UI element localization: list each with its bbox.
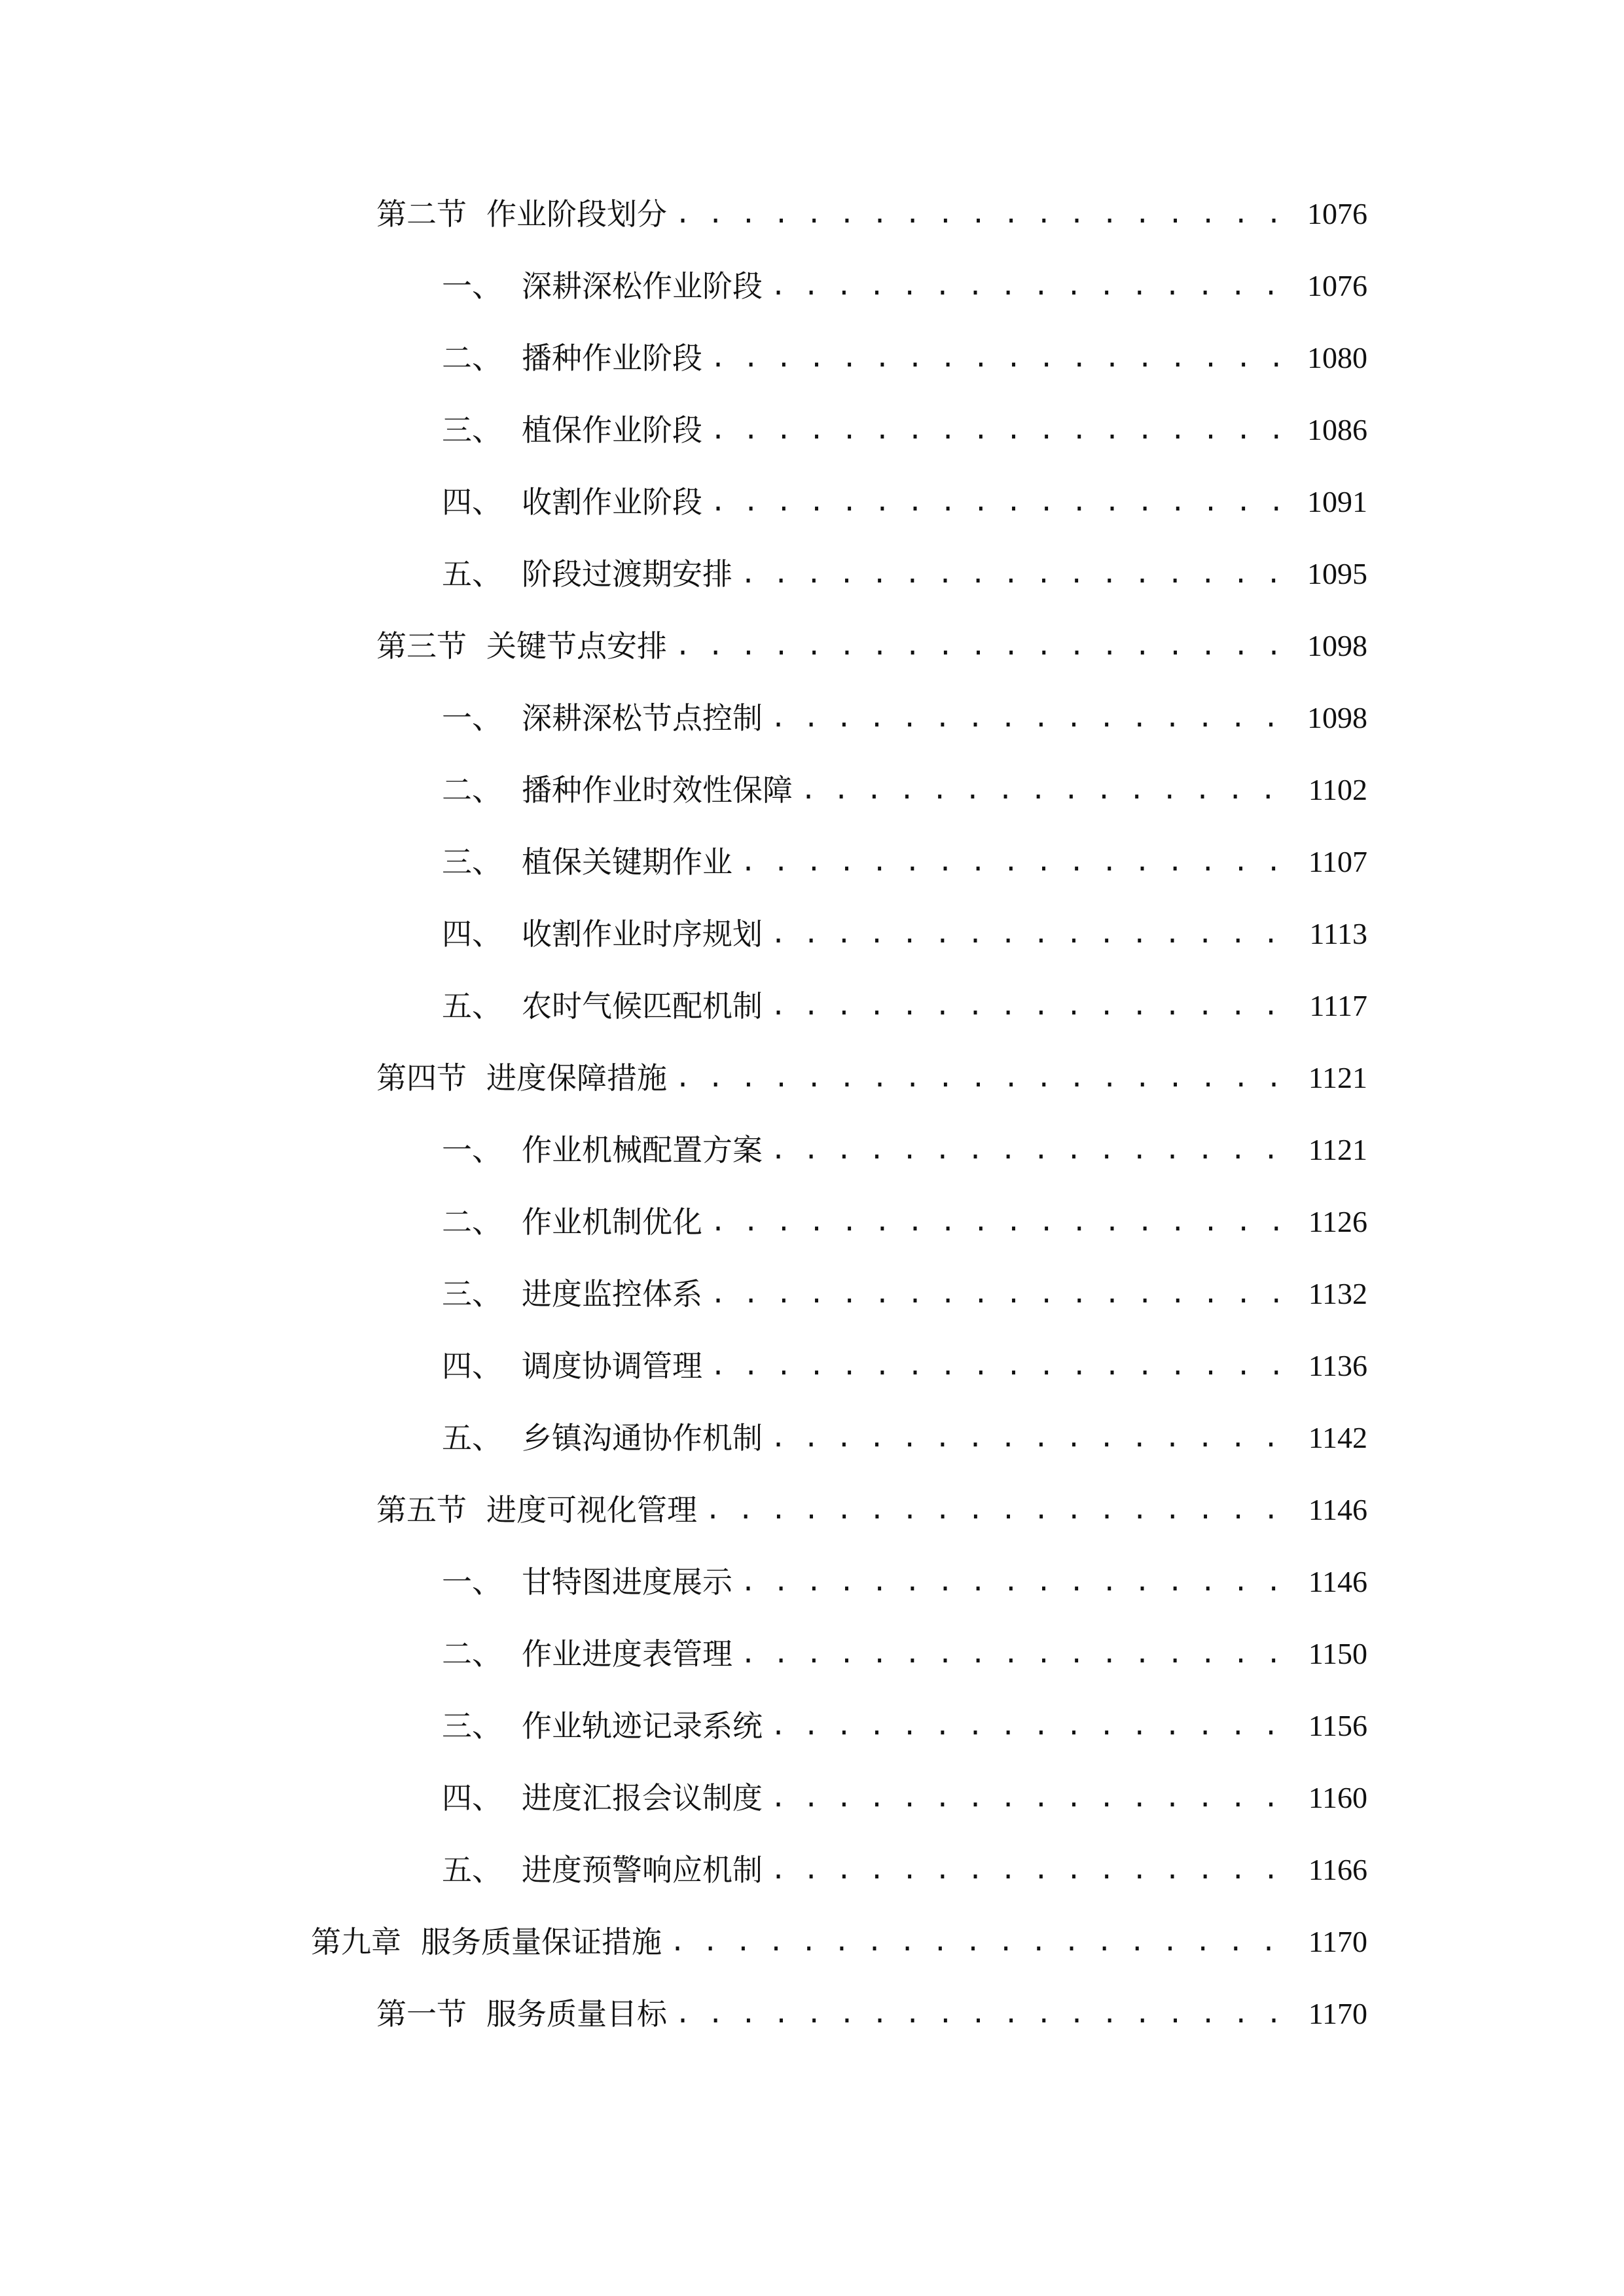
toc-entry-number: 二、	[442, 1636, 502, 1672]
toc-entry-number: 三、	[442, 1708, 502, 1744]
toc-entry-number: 三、	[442, 1276, 502, 1312]
toc-entry-title: 服务质量保证措施	[421, 1924, 662, 1960]
toc-entry-number: 一、	[442, 268, 502, 304]
toc-entry-item[interactable]	[442, 1703, 1367, 1749]
toc-entry-page: 1146	[1308, 1565, 1367, 1598]
toc-entry-item[interactable]	[442, 263, 1367, 309]
toc-entry-page: 1098	[1307, 701, 1367, 734]
dot-leader	[770, 1847, 1290, 1893]
toc-entry-item[interactable]	[442, 1847, 1367, 1893]
toc-entry-page: 1102	[1308, 773, 1367, 806]
toc-entry-page: 1160	[1308, 1781, 1367, 1814]
toc-entry-item[interactable]	[442, 551, 1367, 597]
toc-entry-title: 作业机制优化	[522, 1204, 702, 1240]
toc-entry-title: 深耕深松作业阶段	[522, 268, 763, 304]
dot-leader	[770, 983, 1290, 1029]
toc-entry-number: 五、	[442, 988, 502, 1024]
toc-entry-number: 第二节	[376, 196, 467, 232]
toc-entry-page: 1121	[1308, 1133, 1367, 1166]
toc-entry-number: 二、	[442, 1204, 502, 1240]
toc-entry-page: 1166	[1308, 1853, 1367, 1886]
toc-entry-item[interactable]	[442, 1631, 1367, 1677]
dot-leader	[740, 839, 1290, 885]
toc-entry-page: 1146	[1308, 1493, 1367, 1526]
toc-entry-number: 四、	[442, 1780, 502, 1816]
toc-entry-title: 作业机械配置方案	[522, 1132, 763, 1168]
dot-leader	[770, 263, 1290, 309]
toc-entry-title: 深耕深松节点控制	[522, 700, 763, 736]
dot-leader	[675, 623, 1290, 669]
dot-leader	[675, 1991, 1290, 2037]
toc-entry-page: 1095	[1307, 557, 1367, 590]
toc-entry-title: 进度监控体系	[522, 1276, 702, 1312]
toc-entry-title: 调度协调管理	[522, 1348, 702, 1384]
toc-entry-number: 三、	[442, 844, 502, 880]
toc-entry-title: 乡镇沟通协作机制	[522, 1420, 763, 1456]
toc-entry-item[interactable]	[442, 335, 1367, 381]
toc-entry-page: 1098	[1307, 629, 1367, 662]
toc-entry-title: 播种作业时效性保障	[522, 772, 793, 808]
toc-entry-title: 作业轨迹记录系统	[522, 1708, 763, 1744]
toc-entry-title: 甘特图进度展示	[522, 1564, 732, 1600]
toc-entry-title: 播种作业阶段	[522, 340, 702, 376]
toc-entry-page: 1132	[1308, 1277, 1367, 1310]
dot-leader	[740, 551, 1290, 597]
toc-entry-section[interactable]	[376, 623, 1367, 669]
toc-entry-number: 四、	[442, 484, 502, 520]
toc-entry-title: 农时气候匹配机制	[522, 988, 763, 1024]
toc-entry-title: 作业阶段划分	[486, 196, 667, 232]
toc-entry-page: 1142	[1308, 1421, 1367, 1454]
toc-entry-page: 1107	[1308, 845, 1367, 878]
toc-entry-item[interactable]	[442, 1415, 1367, 1461]
toc-entry-title: 服务质量目标	[486, 1996, 667, 2032]
toc-entry-page: 1156	[1308, 1709, 1367, 1742]
toc-entry-item[interactable]	[442, 479, 1367, 525]
toc-entry-number: 一、	[442, 1564, 502, 1600]
dot-leader	[770, 695, 1290, 741]
toc-entry-section[interactable]	[376, 191, 1367, 237]
toc-entry-page: 1117	[1309, 989, 1367, 1022]
dot-leader	[670, 1919, 1290, 1965]
toc-entry-chapter[interactable]	[311, 1919, 1367, 1965]
toc-entry-item[interactable]	[442, 1199, 1367, 1245]
dot-leader	[710, 407, 1290, 453]
toc-entry-item[interactable]	[442, 1343, 1367, 1389]
toc-entry-number: 一、	[442, 700, 502, 736]
toc-entry-number: 第九章	[311, 1924, 401, 1960]
toc-entry-section[interactable]	[376, 1991, 1367, 2037]
toc-entry-number: 四、	[442, 1348, 502, 1384]
toc-entry-number: 一、	[442, 1132, 502, 1168]
toc-entry-item[interactable]	[442, 1271, 1367, 1317]
toc-entry-title: 收割作业阶段	[522, 484, 702, 520]
toc-entry-number: 四、	[442, 916, 502, 952]
toc-entry-item[interactable]	[442, 1559, 1367, 1605]
toc-entry-page: 1080	[1307, 341, 1367, 374]
toc-entry-title: 收割作业时序规划	[522, 916, 763, 952]
dot-leader	[710, 479, 1290, 525]
toc-entry-title: 进度保障措施	[486, 1060, 667, 1096]
toc-entry-item[interactable]	[442, 839, 1367, 885]
toc-entry-title: 作业进度表管理	[522, 1636, 732, 1672]
dot-leader	[770, 1415, 1290, 1461]
toc-entry-number: 第一节	[376, 1996, 467, 2032]
toc-entry-number: 二、	[442, 772, 502, 808]
toc-entry-page: 1136	[1308, 1349, 1367, 1382]
toc-entry-title: 植保关键期作业	[522, 844, 732, 880]
toc-entry-title: 进度可视化管理	[486, 1492, 697, 1528]
toc-entry-title: 关键节点安排	[486, 628, 667, 664]
dot-leader	[710, 335, 1290, 381]
toc-entry-number: 第三节	[376, 628, 467, 664]
dot-leader	[770, 1127, 1290, 1173]
dot-leader	[705, 1487, 1290, 1533]
toc-entry-item[interactable]	[442, 1127, 1367, 1173]
toc-entry-page: 1113	[1309, 917, 1367, 950]
toc-entry-item[interactable]	[442, 1775, 1367, 1821]
dot-leader	[801, 767, 1290, 813]
toc-entry-page: 1076	[1307, 197, 1367, 230]
toc-entry-number: 第四节	[376, 1060, 467, 1096]
toc-entry-number: 二、	[442, 340, 502, 376]
dot-leader	[710, 1199, 1290, 1245]
dot-leader	[770, 911, 1290, 957]
dot-leader	[770, 1775, 1290, 1821]
dot-leader	[710, 1271, 1290, 1317]
toc-entry-number: 三、	[442, 412, 502, 448]
toc-entry-title: 植保作业阶段	[522, 412, 702, 448]
dot-leader	[710, 1343, 1290, 1389]
dot-leader	[770, 1703, 1290, 1749]
toc-entry-page: 1170	[1308, 1997, 1367, 2030]
dot-leader	[740, 1631, 1290, 1677]
toc-entry-section[interactable]	[376, 1055, 1367, 1101]
toc-entry-page: 1121	[1308, 1061, 1367, 1094]
toc-entry-title: 进度汇报会议制度	[522, 1780, 763, 1816]
toc-entry-item[interactable]	[442, 407, 1367, 453]
toc-entry-item[interactable]	[442, 911, 1367, 957]
toc-entry-item[interactable]	[442, 767, 1367, 813]
toc-entry-item[interactable]	[442, 983, 1367, 1029]
toc-entry-number: 第五节	[376, 1492, 467, 1528]
toc-entry-number: 五、	[442, 556, 502, 592]
toc-entry-page: 1091	[1307, 485, 1367, 518]
toc-entry-section[interactable]	[376, 1487, 1367, 1533]
toc-entry-item[interactable]	[442, 695, 1367, 741]
toc-entry-title: 阶段过渡期安排	[522, 556, 732, 592]
toc-entry-number: 五、	[442, 1420, 502, 1456]
toc-entry-title: 进度预警响应机制	[522, 1852, 763, 1888]
dot-leader	[675, 191, 1290, 237]
toc-entry-page: 1150	[1308, 1637, 1367, 1670]
dot-leader	[740, 1559, 1290, 1605]
toc-entry-page: 1126	[1308, 1205, 1367, 1238]
toc-entry-page: 1086	[1307, 413, 1367, 446]
dot-leader	[675, 1055, 1290, 1101]
toc-entry-page: 1170	[1308, 1925, 1367, 1958]
toc-entry-number: 五、	[442, 1852, 502, 1888]
toc-entry-page: 1076	[1307, 269, 1367, 302]
